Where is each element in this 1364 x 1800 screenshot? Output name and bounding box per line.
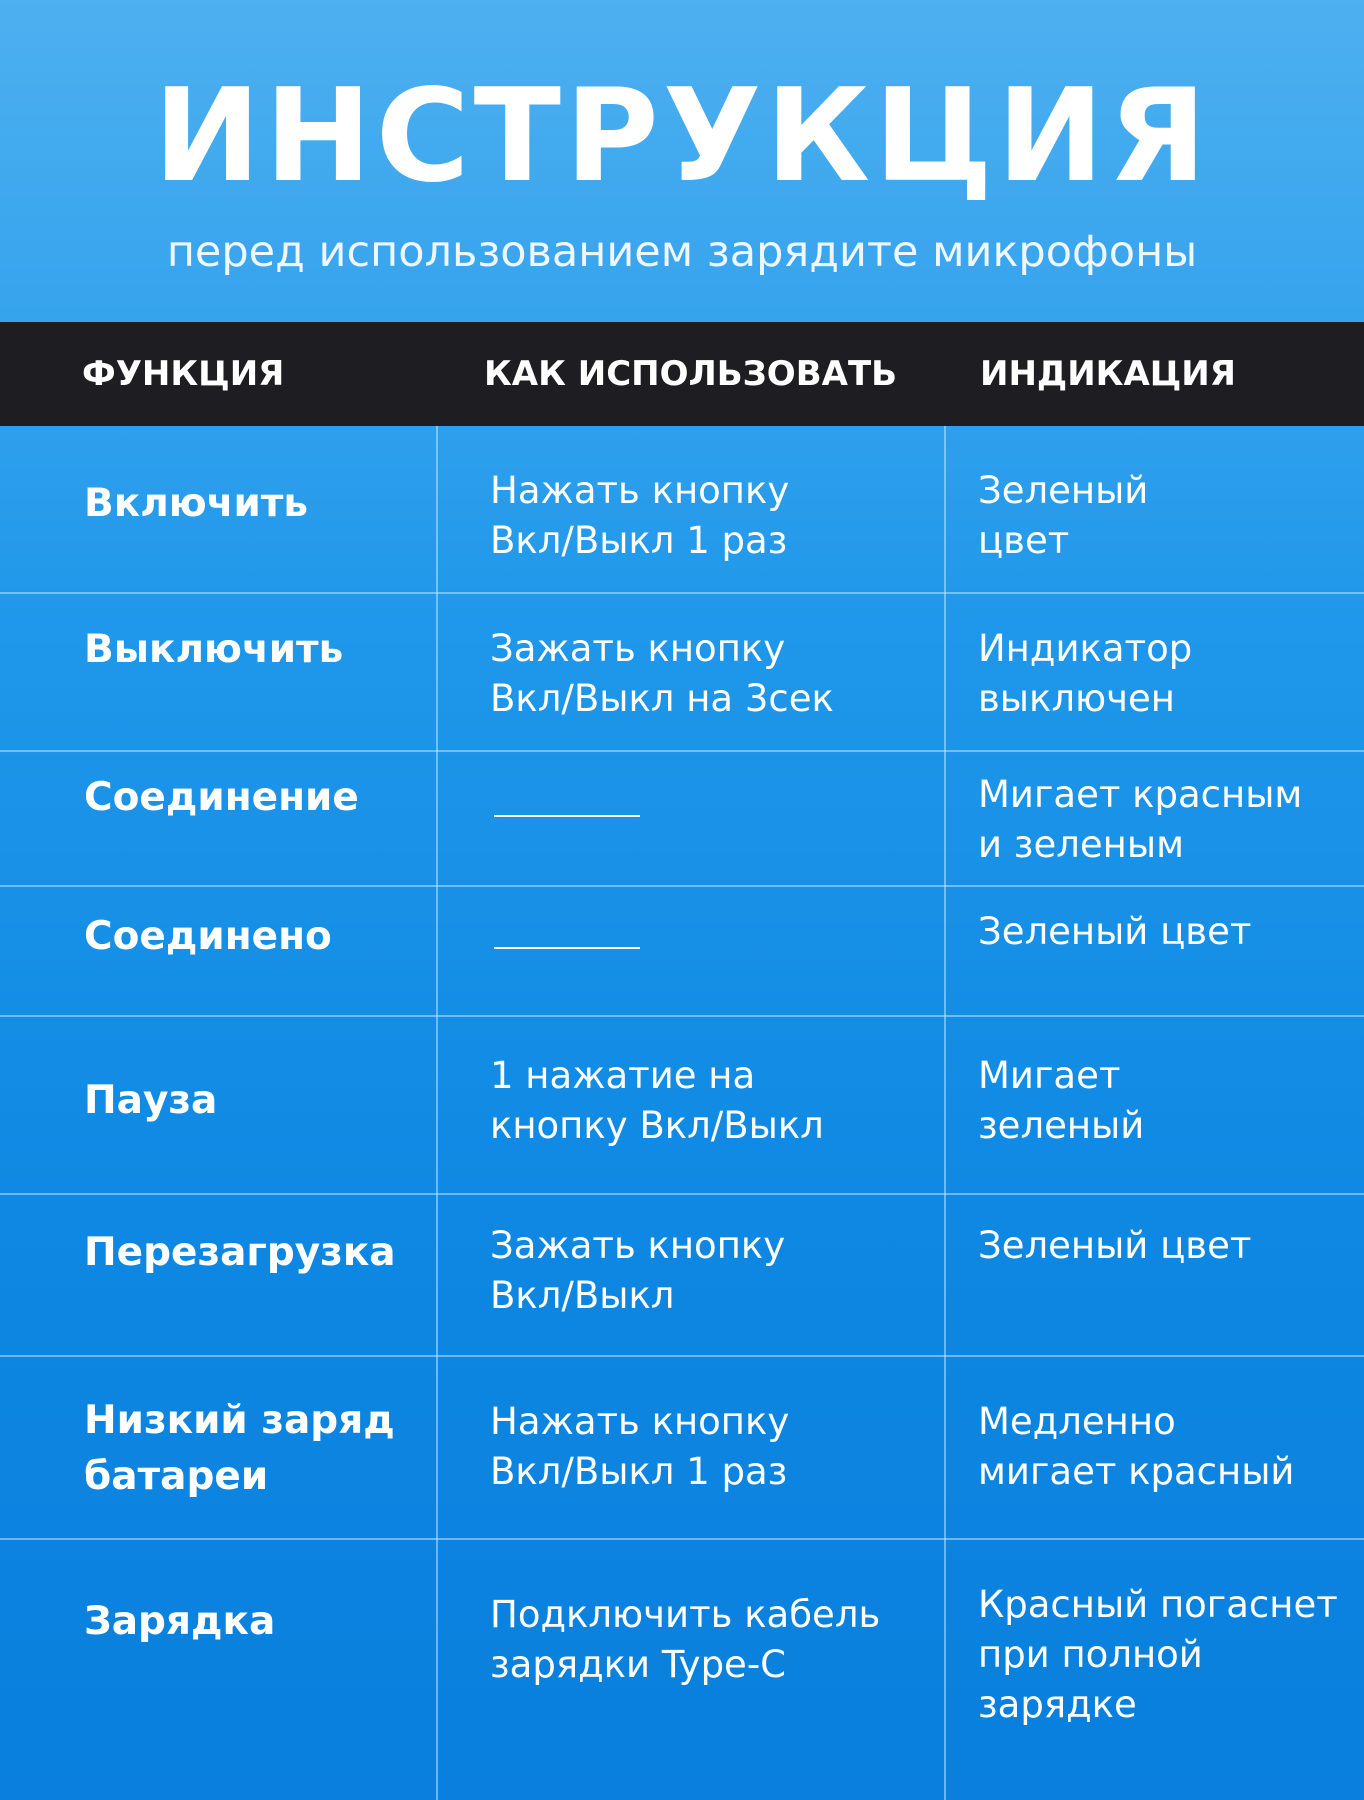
indication-cell: [978, 907, 1358, 957]
function-cell: [84, 476, 424, 532]
column-header-function: ФУНКЦИЯ: [82, 354, 285, 394]
indication-cell: [978, 1051, 1358, 1151]
indication-text: мигает красный: [978, 1450, 1295, 1493]
function-cell: [84, 1225, 424, 1281]
indication-cell: [978, 770, 1358, 870]
indication-text: Индикатор: [978, 627, 1193, 670]
empty-dash: [494, 815, 640, 817]
indication-text: Зеленый цвет: [978, 910, 1252, 953]
function-cell: [84, 1393, 424, 1505]
header: [0, 0, 1364, 322]
indication-cell: [978, 1221, 1358, 1271]
indication-cell: [978, 466, 1358, 566]
indication-text: выключен: [978, 677, 1175, 720]
function-text: Пауза: [84, 1078, 218, 1123]
table-row: [0, 1195, 1364, 1357]
indication-text: Медленно: [978, 1400, 1176, 1443]
table-row: [0, 1540, 1364, 1800]
function-text: Включить: [84, 481, 309, 526]
how-to-use-cell: [490, 1221, 930, 1321]
how-to-use-text: Зажать кнопку: [490, 1224, 786, 1267]
function-text: Низкий заряд: [84, 1398, 395, 1443]
page-subtitle: перед использованием зарядите микрофоны: [166, 227, 1198, 277]
table-body: [0, 426, 1364, 1800]
how-to-use-text: Вкл/Выкл: [490, 1274, 675, 1317]
indication-text: Зеленый: [978, 469, 1149, 512]
how-to-use-text: Нажать кнопку: [490, 469, 790, 512]
indication-cell: [978, 1580, 1358, 1730]
how-to-use-text: 1 нажатие на: [490, 1054, 756, 1097]
how-to-use-cell: [490, 624, 930, 724]
indication-text: Красный погаснет: [978, 1583, 1338, 1626]
table-row: [0, 887, 1364, 1017]
function-text: Перезагрузка: [84, 1230, 396, 1275]
how-to-use-text: Вкл/Выкл на 3сек: [490, 677, 834, 720]
function-cell: [84, 622, 424, 678]
table-row: [0, 752, 1364, 887]
how-to-use-cell: [490, 466, 930, 566]
how-to-use-text: кнопку Вкл/Выкл: [490, 1104, 824, 1147]
page-title: ИНСТРУКЦИЯ: [153, 62, 1211, 211]
function-text: Выключить: [84, 627, 344, 672]
table-row: [0, 1357, 1364, 1540]
how-to-use-cell: [490, 1590, 930, 1690]
indication-text: цвет: [978, 519, 1070, 562]
how-to-use-text: Подключить кабель: [490, 1593, 881, 1636]
empty-dash: [494, 947, 640, 949]
how-to-use-text: Нажать кнопку: [490, 1400, 790, 1443]
indication-text: при полной: [978, 1633, 1203, 1676]
function-cell: [84, 770, 424, 826]
how-to-use-text: Вкл/Выкл 1 раз: [490, 519, 788, 562]
table-row: [0, 1017, 1364, 1195]
how-to-use-text: Вкл/Выкл 1 раз: [490, 1450, 788, 1493]
indication-text: Мигает красным: [978, 773, 1303, 816]
function-text: Соединение: [84, 775, 359, 820]
function-text: батареи: [84, 1454, 269, 1499]
how-to-use-cell: [490, 1051, 930, 1151]
table-row: [0, 426, 1364, 594]
function-cell: [84, 1594, 424, 1650]
column-header-indication: ИНДИКАЦИЯ: [980, 354, 1236, 394]
table-row: [0, 594, 1364, 752]
function-text: Зарядка: [84, 1599, 276, 1644]
column-header-how-to-use: КАК ИСПОЛЬЗОВАТЬ: [484, 354, 898, 394]
indication-cell: [978, 1397, 1358, 1497]
function-cell: [84, 909, 424, 965]
how-to-use-text: зарядки Type-C: [490, 1643, 786, 1686]
indication-cell: [978, 624, 1358, 724]
function-cell: [84, 1073, 424, 1129]
indication-text: зарядке: [978, 1683, 1137, 1726]
how-to-use-text: Зажать кнопку: [490, 627, 786, 670]
indication-text: зеленый: [978, 1104, 1145, 1147]
function-text: Соединено: [84, 914, 332, 959]
indication-text: Мигает: [978, 1054, 1121, 1097]
table-header: [0, 322, 1364, 426]
how-to-use-cell: [490, 1397, 930, 1497]
indication-text: Зеленый цвет: [978, 1224, 1252, 1267]
indication-text: и зеленым: [978, 823, 1184, 866]
